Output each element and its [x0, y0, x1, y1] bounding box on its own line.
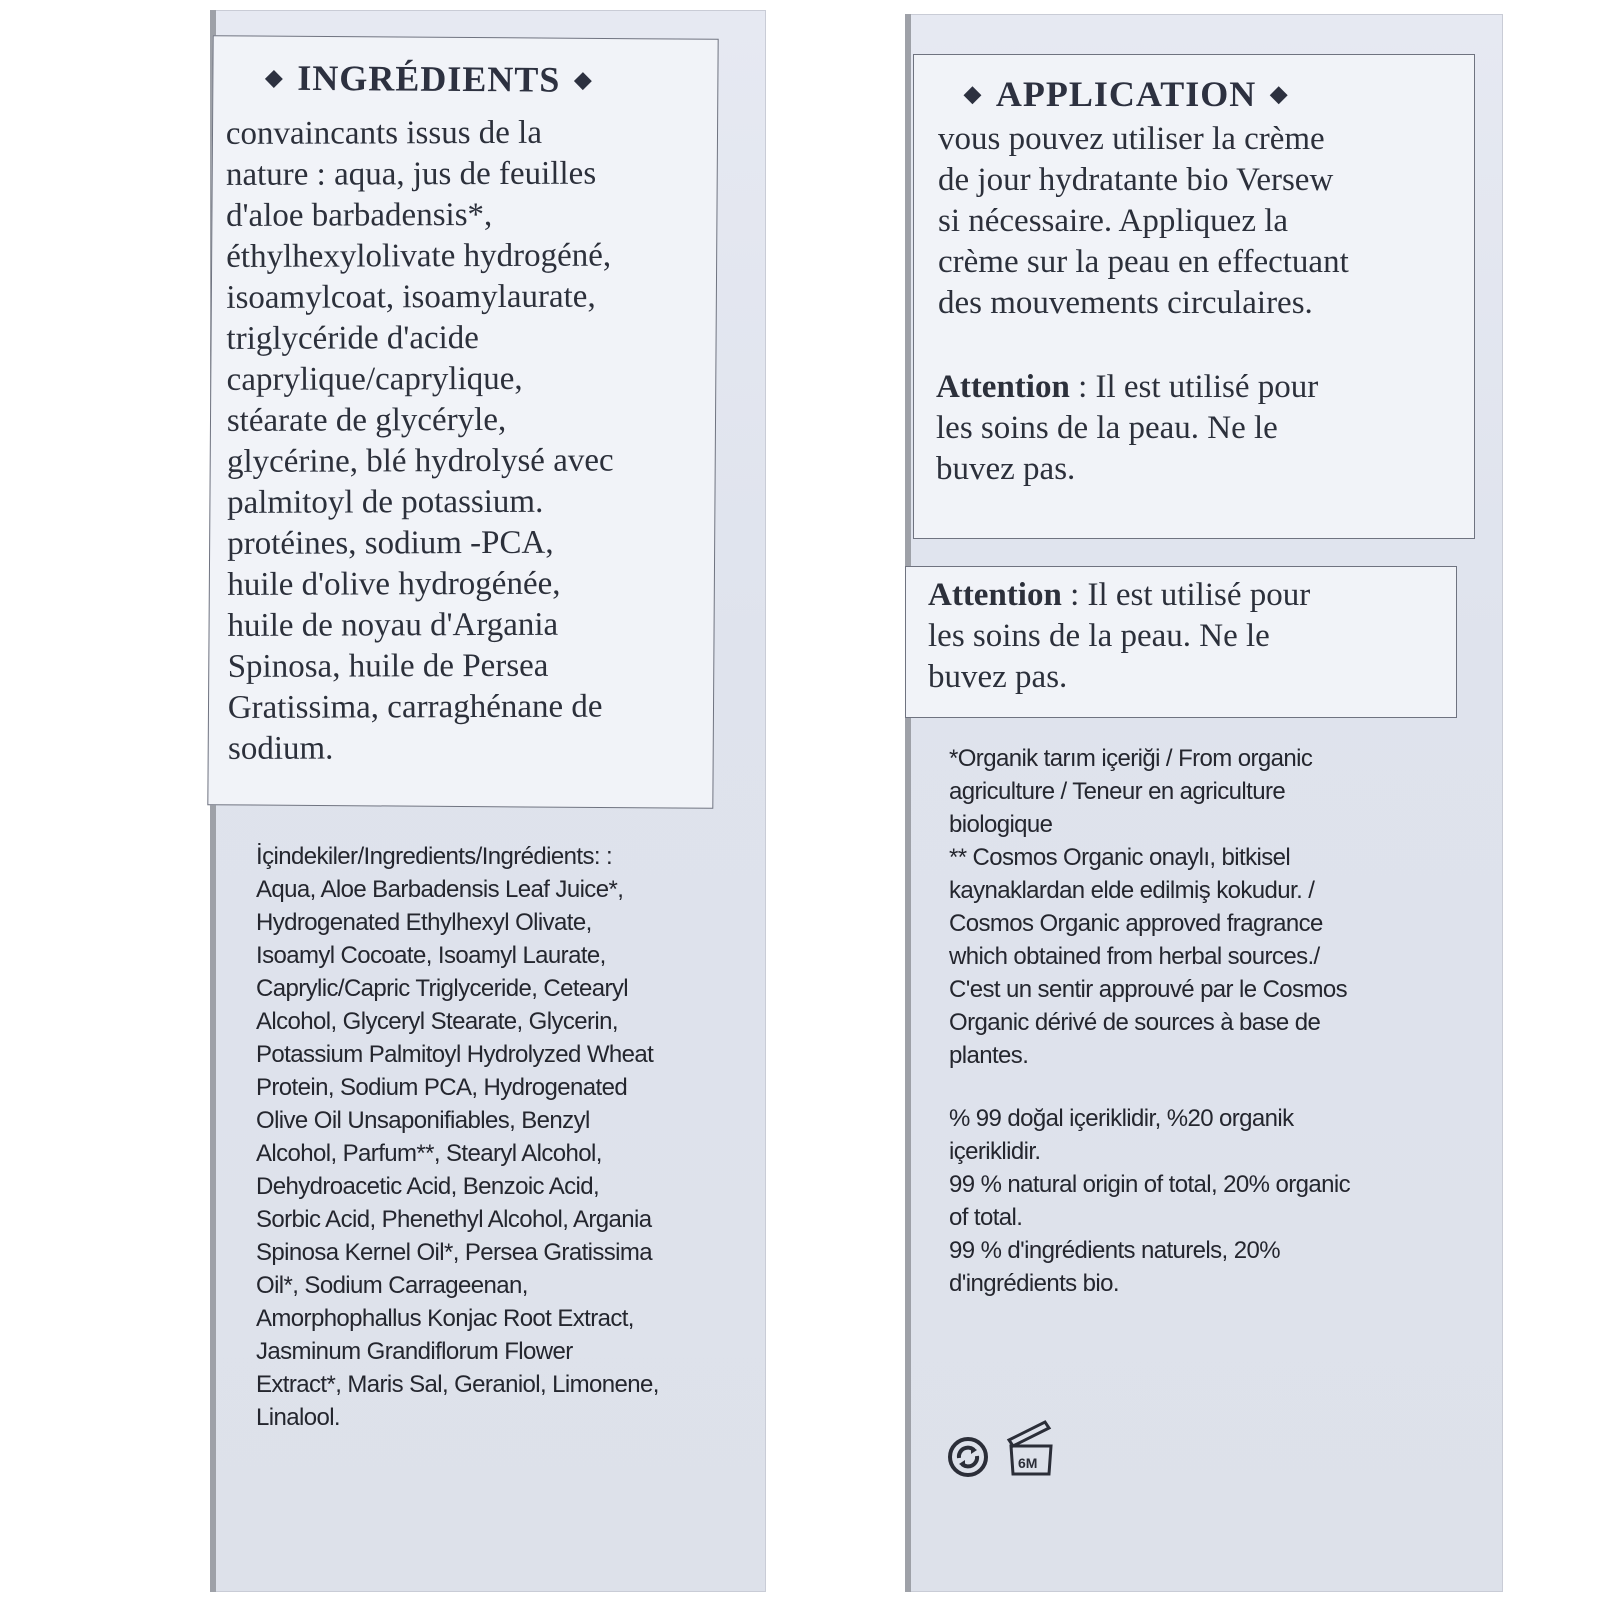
pao-label: 6M [1018, 1455, 1038, 1471]
application-attention [936, 367, 1466, 490]
attention-sticker [905, 566, 1457, 718]
application-instructions: vous pouvez utiliser la crème de jour hydratante bio Versew si nécessaire. Appliquez la crème sur la peau en effectuant des mouvements circulaires. [938, 121, 1349, 321]
ingredients-sticker [207, 35, 718, 809]
diamond-icon: ◆ [265, 64, 284, 90]
printed-ingredients-list: İçindekiler/Ingredients/Ingrédients: : Aqua, Aloe Barbadensis Leaf Juice*, Hydrogenated Ethylhexyl Olivate, Isoamyl Cocoate, Isoamyl Laurate, Caprylic/Capric Triglyceride, Cetearyl Alcohol, Glyceryl Stearate, Glycerin, Potassium Palmitoyl Hydrolyzed Wheat Protein, Sodium PCA, Hydrogenated Olive Oil Unsaponifiables, Benzyl Alcohol, Parfum**, Stearyl Alcohol, Dehydroacetic Acid, Benzoic Acid, Sorbic Acid, Phenethyl Alcohol, Argania Spinosa Kernel Oil*, Persea Gratissima Oil*, Sodium Carrageenan, Amorphophallus Konjac Root Extract, Jasminum Grandiflorum Flower Extract*, Maris Sal, Geraniol, Limonene, Linalool. [256, 843, 659, 1431]
attention-label: Attention [928, 577, 1062, 613]
box-side-right [905, 14, 1503, 1592]
application-sticker [913, 54, 1475, 539]
box-side-left [210, 10, 766, 1592]
box-fold-edge [905, 14, 911, 1592]
diamond-icon: ◆ [574, 66, 593, 92]
open-jar-icon [1005, 1418, 1057, 1478]
natural-origin-text: % 99 doğal içeriklidir, %20 organik içeriklidir. 99 % natural origin of total, 20% organic of total. 99 % d'ingrédients naturels, 20% d'ingrédients bio. [949, 1105, 1350, 1297]
ingredients-sticker-title: INGRÉDIENTS [297, 57, 561, 100]
ingredients-sticker-title-row [265, 57, 592, 101]
diamond-icon: ◆ [1270, 81, 1289, 106]
attention-sticker-text [928, 575, 1453, 698]
organic-notes: *Organik tarım içeriği / From organic agriculture / Teneur en agriculture biologique ** Cosmos Organic onaylı, bitkisel kaynaklardan elde edilmiş kokudur. / Cosmos Organic approved fragrance which obtained from herbal sources./ C'est un sentir approuvé par le Cosmos Organic dérivé de sources à base de plantes. [949, 745, 1347, 1069]
symbols-row [947, 1418, 1057, 1478]
attention-text: : Il est utilisé pour les soins de la peau. Ne le buvez pas. [936, 369, 1319, 487]
recycle-icon [947, 1436, 989, 1478]
attention-text: : Il est utilisé pour les soins de la peau. Ne le buvez pas. [928, 577, 1311, 695]
application-sticker-title: APPLICATION [995, 74, 1257, 114]
attention-label: Attention [936, 369, 1070, 405]
diamond-icon: ◆ [964, 81, 982, 106]
ingredients-sticker-text: convaincants issus de la nature : aqua, jus de feuilles d'aloe barbadensis*, éthylhexylolivate hydrogéné, isoamylcoat, isoamylaurate, triglycéride d'acide caprylique/caprylique, stéarate de glycéryle, glycérine, blé hydrolysé avec palmitoyl de potassium. protéines, sodium -PCA, huile d'olive hydrogénée, huile de noyau d'Argania Spinosa, huile de Persea Gratissima, carraghénane de sodium. [225, 114, 614, 767]
application-sticker-title-row [964, 73, 1288, 115]
